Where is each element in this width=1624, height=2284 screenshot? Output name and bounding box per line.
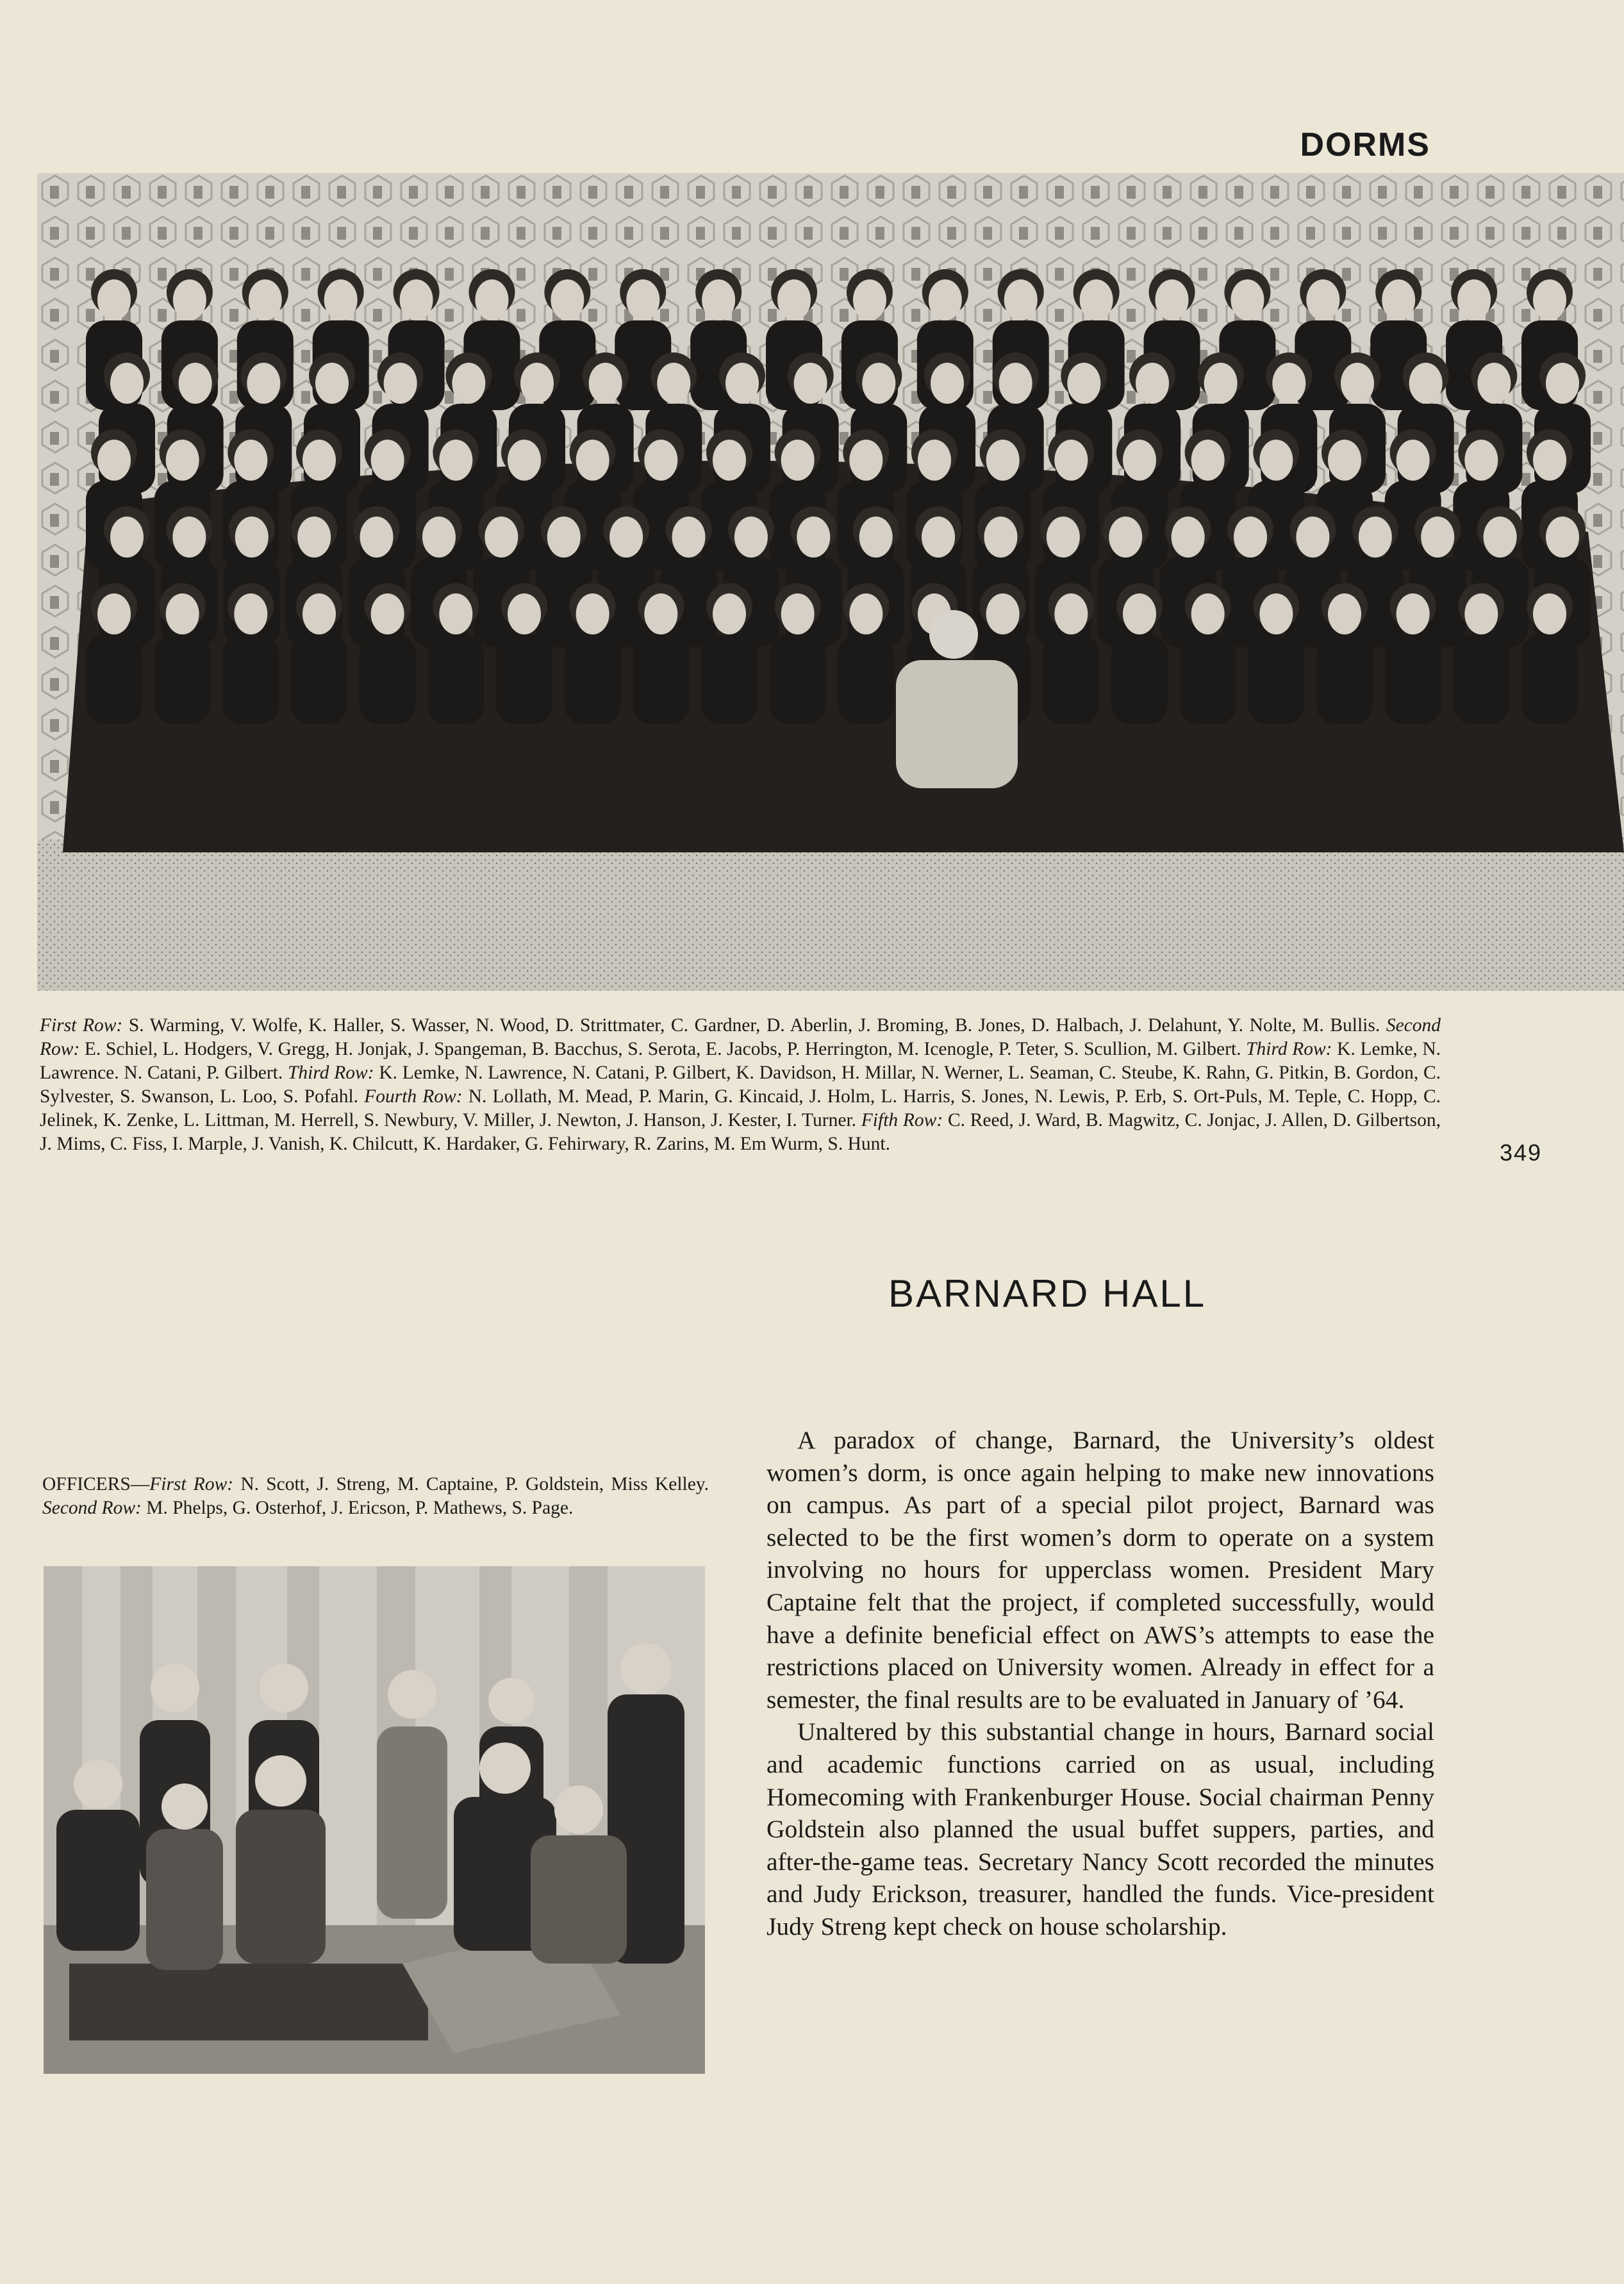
group-member-face [1382, 279, 1415, 320]
group-member-face [853, 279, 886, 320]
group-member-face [1191, 593, 1225, 634]
hall-title: BARNARD HALL [888, 1272, 1207, 1315]
group-member-face [929, 279, 962, 320]
group-photo [37, 173, 1624, 991]
group-member-face [1234, 517, 1267, 558]
caption-row-label: Third Row: [1246, 1039, 1332, 1059]
group-member-face [1546, 517, 1579, 558]
group-member-face [371, 440, 404, 481]
group-member-face [166, 593, 199, 634]
section-heading: DORMS [1300, 126, 1430, 163]
caption-row-label: Third Row: [288, 1063, 374, 1083]
group-member-face [576, 440, 609, 481]
group-member-body [633, 634, 689, 724]
group-member-face [931, 363, 964, 404]
group-member-face [1272, 363, 1305, 404]
group-member-face [547, 517, 581, 558]
group-member-face [725, 363, 759, 404]
group-member-face [439, 593, 472, 634]
group-member-face [422, 517, 456, 558]
group-member-body [1521, 634, 1578, 724]
group-member-face [1457, 279, 1491, 320]
group-member-face [1230, 279, 1264, 320]
group-member-face [1477, 363, 1511, 404]
group-member-face [247, 363, 280, 404]
group-member-face [1067, 363, 1100, 404]
group-member-face [172, 517, 206, 558]
group-member-body [427, 634, 484, 724]
group-member-face [644, 440, 677, 481]
group-member-face [1341, 363, 1374, 404]
group-member-face [849, 593, 882, 634]
group-member-face [1259, 593, 1293, 634]
group-member-body [565, 634, 621, 724]
group-member-face [315, 363, 349, 404]
group-photo-caption [40, 1014, 1441, 1156]
group-member-body [360, 634, 416, 724]
group-member-face [1328, 593, 1361, 634]
caption-row-names: N. Scott, J. Streng, M. Captaine, P. Goldstein, Miss Kelley. [240, 1474, 709, 1494]
group-member-face [1396, 440, 1430, 481]
group-member-face [166, 440, 199, 481]
group-member-face [576, 593, 609, 634]
caption-row-names: S. Warming, V. Wolfe, K. Haller, S. Wasser, N. Wood, D. Strittmater, C. Gardner, D. Aberlin, J. Broming, B. Jones, D. Halbach, J. Delahunt, Y. Nolte, M. Bullis. [128, 1015, 1380, 1036]
group-member-body [1453, 634, 1509, 724]
group-member-face [1080, 279, 1113, 320]
group-member-face [1306, 279, 1339, 320]
group-member-face [1464, 593, 1498, 634]
group-member-face [1204, 363, 1238, 404]
group-member-face [984, 517, 1017, 558]
group-member-face [302, 593, 336, 634]
group-member-face [1484, 517, 1517, 558]
group-member-face [475, 279, 508, 320]
group-member-body [838, 634, 894, 724]
group-member-body [1180, 634, 1236, 724]
caption-row-names: C. Reed, J. Ward, B. Magwitz, C. Jonjac, J. Allen, D. Gilbertson, J. Mims, C. Fiss, I. Marple, J. Vanish, K. Chilcutt, K. Hardaker, G. Fehirwary, R. Zarins, M. Em Wurm, S. Hunt. [40, 1110, 1441, 1154]
group-member-face [986, 440, 1020, 481]
group-member-face [1054, 440, 1088, 481]
group-member-face [384, 363, 417, 404]
group-member-face [110, 363, 144, 404]
group-member-face [302, 440, 336, 481]
group-member-face [1004, 279, 1038, 320]
group-member-face [657, 363, 690, 404]
group-member-body [1385, 634, 1441, 724]
group-member-face [918, 440, 951, 481]
group-member-face [452, 363, 485, 404]
article-paragraph: A paradox of change, Barnard, the University’s oldest women’s dorm, is once again helping to make new innovations on campus. As part of a special pilot project, Barnard was selected to be the first women’s dorm to operate on a system involving no hours for upperclass women. President Mary Captaine felt that the project, if completed successfully, would have a definite beneficial effect on AWS’s attempts to ease the restrictions placed on University women. Already in effect for a semester, the final results are to be evaluated in January of ’64. [766, 1426, 1434, 1714]
group-member-face [859, 517, 893, 558]
group-photo-image [37, 173, 1624, 991]
group-member-face [672, 517, 706, 558]
group-member-face [439, 440, 472, 481]
group-member-face [797, 517, 830, 558]
caption-row-label: Fourth Row: [364, 1086, 463, 1107]
group-member-face [249, 279, 282, 320]
group-member-face [713, 440, 746, 481]
group-member-face [1546, 363, 1579, 404]
group-member-face [862, 363, 895, 404]
group-member-face [1421, 517, 1454, 558]
group-member-face [999, 363, 1032, 404]
group-member-face [1296, 517, 1329, 558]
group-member-face [1259, 440, 1293, 481]
group-member-face [644, 593, 677, 634]
group-member-face [1172, 517, 1205, 558]
group-member-face [781, 593, 815, 634]
caption-row-label: First Row: [40, 1015, 123, 1036]
group-member-face [794, 363, 827, 404]
group-member-face [1533, 440, 1566, 481]
group-member-face [922, 517, 955, 558]
group-member-face [1328, 440, 1361, 481]
caption-row-label: Second Row: [42, 1498, 142, 1518]
group-member-face [849, 440, 882, 481]
group-member-face [508, 593, 541, 634]
group-member-face [1191, 440, 1225, 481]
caption-row-names: K. Lemke, N. Lawrence, N. Catani, P. Gilbert, K. Davidson, H. Millar, N. Werner, L. Seaman, C. Steube, K. Rahn, G. Pitkin, B. Gordon, C. Sylvester, S. Swanson, L. Loo, S. Pofahl. [40, 1063, 1441, 1107]
group-member-face [297, 517, 331, 558]
group-member-body [770, 634, 826, 724]
group-member-body [291, 634, 347, 724]
group-member-face [97, 440, 131, 481]
group-member-face [1464, 440, 1498, 481]
group-member-body [86, 634, 142, 724]
caption-row-label: Second Row: [40, 1015, 1441, 1059]
caption-row-label: Fifth Row: [861, 1110, 943, 1130]
group-member-face [702, 279, 735, 320]
group-member-face [1396, 593, 1430, 634]
caption-row-names: K. Lemke, N. Lawrence. N. Catani, P. Gilbert. [40, 1039, 1441, 1083]
group-member-face [1109, 517, 1142, 558]
group-member-face [713, 593, 746, 634]
group-member-face [400, 279, 433, 320]
group-member-face [589, 363, 622, 404]
group-member-face [1047, 517, 1080, 558]
group-member-face [97, 593, 131, 634]
group-member-face [1054, 593, 1088, 634]
group-member-face [1136, 363, 1169, 404]
officers-caption-lead: OFFICERS— [42, 1474, 150, 1494]
group-member-face [234, 440, 267, 481]
group-member-face [508, 440, 541, 481]
group-member-face [1123, 440, 1156, 481]
group-member-body [154, 634, 211, 724]
group-member-face [110, 517, 144, 558]
caption-row-names: N. Lollath, M. Mead, P. Marin, G. Kincaid, J. Holm, L. Harris, S. Jones, N. Lewis, P. Erb, S. Ort-Puls, M. Teple, C. Hopp, C. Jelinek, K. Zenke, L. Littman, M. Herrell, S. Newbury, V. Miller, J. Newton, J. Hanson, J. Kester, I. Turner. [40, 1086, 1441, 1130]
group-member-face [520, 363, 554, 404]
group-member-face [781, 440, 815, 481]
group-member-face [371, 593, 404, 634]
group-member-face [1533, 593, 1566, 634]
group-member-face [734, 517, 768, 558]
group-member-face [179, 363, 212, 404]
group-member-face [1359, 517, 1392, 558]
group-member-body [222, 634, 279, 724]
article-body [766, 1424, 1434, 1943]
group-member-body [1316, 634, 1373, 724]
group-member-face [777, 279, 811, 320]
caption-row-names: M. Phelps, G. Osterhof, J. Ericson, P. Mathews, S. Page. [146, 1498, 574, 1518]
group-member-face [1409, 363, 1443, 404]
officers-caption [42, 1473, 709, 1520]
page-number: 349 [1500, 1139, 1543, 1166]
group-member-face [234, 593, 267, 634]
group-member-face [235, 517, 269, 558]
group-member-face [173, 279, 206, 320]
group-member-face [609, 517, 643, 558]
group-member-body [1248, 634, 1304, 724]
group-member-body [1043, 634, 1099, 724]
group-member-face [324, 279, 358, 320]
group-member-face [986, 593, 1020, 634]
officers-photo [44, 1566, 705, 2074]
group-member-face [551, 279, 584, 320]
group-member-face [1533, 279, 1566, 320]
article-paragraph: Unaltered by this substantial change in hours, Barnard social and academic functions carried on as usual, including Homecoming with Frankenburger House. Social chairman Penny Goldstein also planned the usual buffet suppers, parties, and after-the-game teas. Secretary Nancy Scott recorded the minutes and Judy Erickson, treasurer, handled the funds. Vice-president Judy Streng kept check on house scholarship. [766, 1717, 1434, 1941]
group-member-face [626, 279, 659, 320]
group-member-body [701, 634, 758, 724]
group-member-face [360, 517, 394, 558]
group-member-body [496, 634, 552, 724]
group-member-body [1111, 634, 1168, 724]
group-member-face [485, 517, 518, 558]
caption-row-label: First Row: [149, 1474, 234, 1494]
group-member-face [1156, 279, 1189, 320]
group-member-face [1123, 593, 1156, 634]
caption-row-names: E. Schiel, L. Hodgers, V. Gregg, H. Jonjak, J. Spangeman, B. Bacchus, S. Serota, E. Jacobs, P. Herrington, M. Icenogle, P. Teter, S. Scullion, M. Gilbert. [84, 1039, 1241, 1059]
group-member-face [97, 279, 131, 320]
officers-photo-image [44, 1566, 705, 2074]
